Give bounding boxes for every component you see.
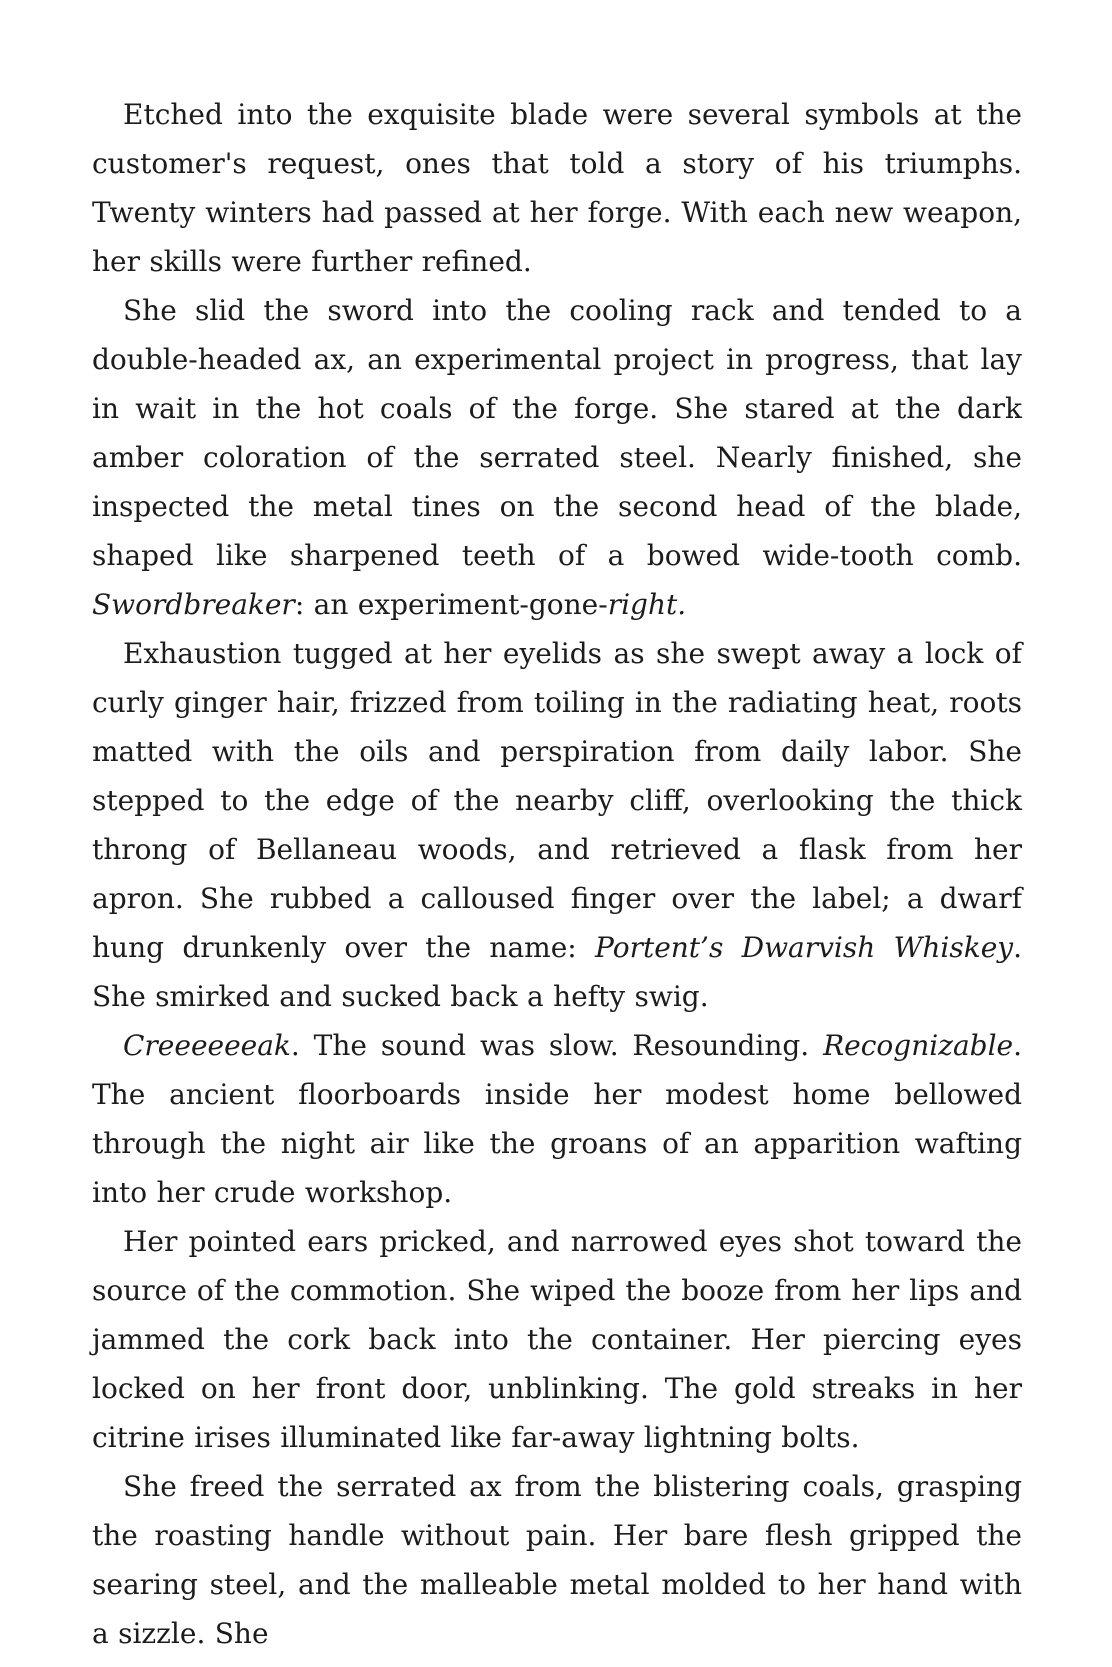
text-run: She freed the serrated ax from the blistering coals, grasping the roasting handle without pain. Her bare flesh gripped the searing steel, and the malleable metal molded to her hand with a sizzle. She [92, 1470, 1022, 1650]
paragraph-1 [92, 90, 1022, 286]
page-text [92, 90, 1022, 1658]
text-run: She slid the sword into the cooling rack and tended to a double-headed ax, an experimental project in progress, that lay in wait in the hot coals of the forge. She stared at the dark amber coloration of the serrated steel. Nearly finished, she inspected the metal tines on the second head of the blade, shaped like sharpened teeth of a bowed wide-tooth comb. [92, 294, 1022, 572]
text-run: Her pointed ears pricked, and narrowed eyes shot toward the source of the commotion. She wiped the booze from her lips and jammed the cork back into the container. Her piercing eyes locked on her front door, unblinking. The gold streaks in her citrine irises illuminated like far-away lightning bolts. [92, 1225, 1022, 1454]
text-run: Etched into the exquisite blade were several symbols at the customer's request, ones that told a story of his triumphs. Twenty winters had passed at her forge. With each new weapon, her skills were further refined. [92, 98, 1022, 278]
text-run-italic: Portent’s Dwarvish Whiskey [595, 931, 1014, 964]
paragraph-4 [92, 1021, 1022, 1217]
text-run-italic: Recognizable [823, 1029, 1014, 1062]
text-run-italic: Creeeeeeak [123, 1029, 291, 1062]
text-run: . She smirked and sucked back a hefty swig. [92, 931, 1022, 1013]
text-run: . The ancient floorboards inside her modest home bellowed through the night air like the groans of an apparition wafting into her crude workshop. [92, 1029, 1022, 1209]
paragraph-6 [92, 1462, 1022, 1658]
paragraph-2 [92, 286, 1022, 629]
text-run: Exhaustion tugged at her eyelids as she swept away a lock of curly ginger hair, frizzed from toiling in the radiating heat, roots matted with the oils and perspiration from daily labor. She stepped to the edge of the nearby cliff, overlooking the thick throng of Bellaneau woods, and retrieved a flask from her apron. She rubbed a calloused finger over the label; a dwarf hung drunkenly over the name: [92, 637, 1022, 964]
text-run: : an experiment-gone- [294, 588, 608, 621]
paragraph-3 [92, 629, 1022, 1021]
text-run-italic: right. [607, 588, 687, 621]
text-run-italic: Swordbreaker [92, 588, 295, 621]
text-run: . The sound was slow. Resounding. [290, 1029, 824, 1062]
paragraph-5 [92, 1217, 1022, 1462]
